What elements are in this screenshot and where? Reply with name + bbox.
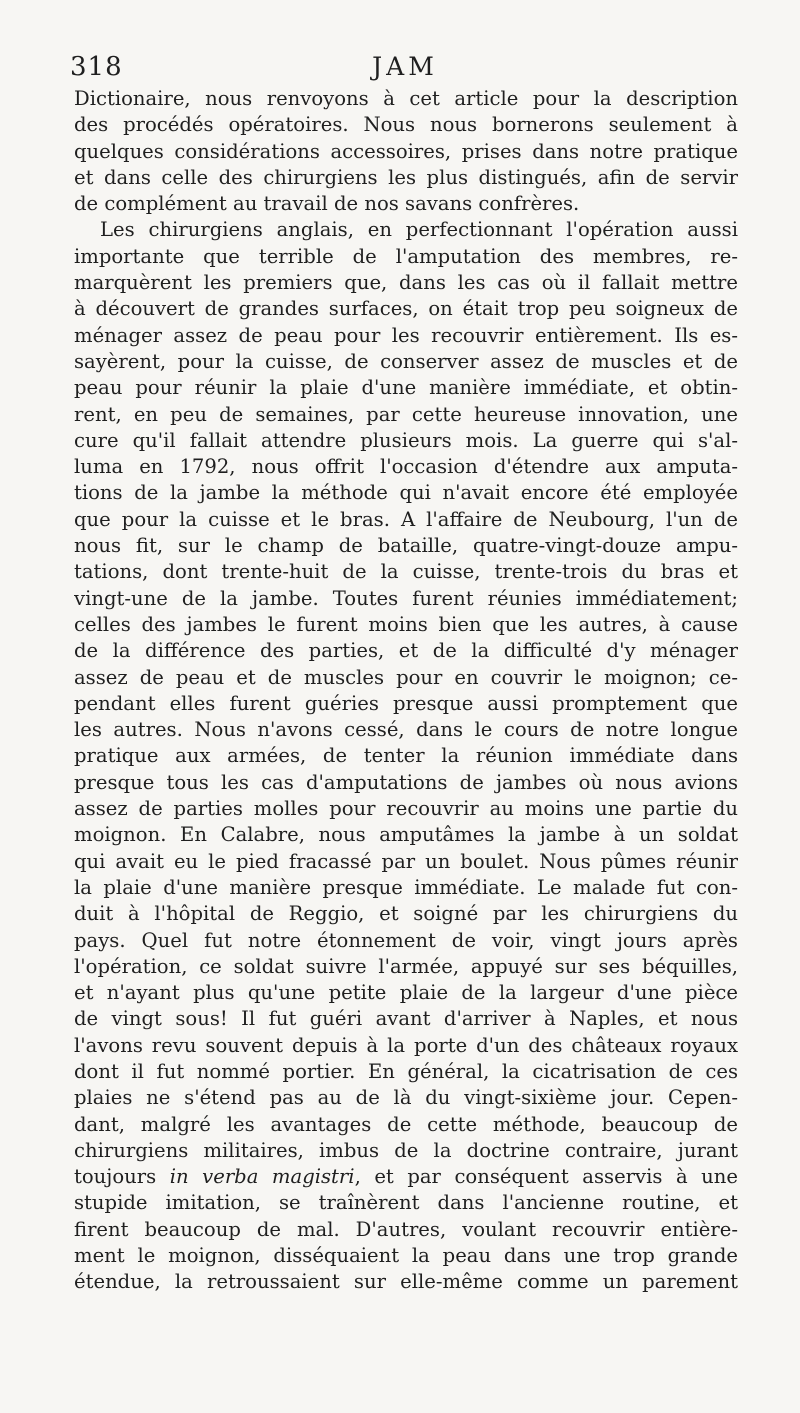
text-line: Dictionaire, nous renvoyons à cet article pour la description xyxy=(74,87,738,110)
text-line: nous fit, sur le champ de bataille, quatre-vingt-douze ampu- xyxy=(74,534,738,558)
text-line: dant, malgré les avantages de cette méthode, beaucoup de xyxy=(74,1112,738,1136)
text-line: pendant elles furent guéries presque aussi promptement que xyxy=(74,691,738,715)
text-line: firent beaucoup de mal. D'autres, voulant recouvrir entière- xyxy=(74,1217,738,1241)
italic-phrase: in verba magistri xyxy=(169,1165,355,1189)
text-line: pratique aux armées, de tenter la réunion immédiate dans xyxy=(74,744,738,768)
text-line: peau pour réunir la plaie d'une manière immédiate, et obtin- xyxy=(74,376,738,400)
body-text xyxy=(74,86,738,1296)
text-line: étendue, la retroussaient sur elle-même comme un parement xyxy=(74,1270,738,1294)
text-line: de vingt sous! Il fut guéri avant d'arriver à Naples, et nous xyxy=(74,1007,738,1031)
text-line-with-italic xyxy=(74,1164,738,1190)
text-line: ment le moignon, disséquaient la peau dans une trop grande xyxy=(74,1244,738,1268)
text-line: tations, dont trente-huit de la cuisse, trente-trois du bras et xyxy=(74,560,738,584)
text-line: des procédés opératoires. Nous nous bornerons seulement à xyxy=(74,113,738,137)
text-line: pays. Quel fut notre étonnement de voir, vingt jours après xyxy=(74,928,738,952)
text-line: de complément au travail de nos savans confrères. xyxy=(74,192,580,216)
text-line: et dans celle des chirurgiens les plus distingués, afin de servir xyxy=(74,165,738,189)
text-line: à découvert de grandes surfaces, on était trop peu soigneux de xyxy=(74,297,738,321)
text-line: les autres. Nous n'avons cessé, dans le cours de notre longue xyxy=(74,718,738,742)
text-line: presque tous les cas d'amputations de jambes où nous avions xyxy=(74,770,738,794)
text-line: vingt-une de la jambe. Toutes furent réunies immédiatement; xyxy=(74,586,738,610)
text-line: assez de peau et de muscles pour en couvrir le moignon; ce- xyxy=(74,665,738,689)
text-line: duit à l'hôpital de Reggio, et soigné par les chirurgiens du xyxy=(74,902,738,926)
text-segment: toujours xyxy=(74,1165,170,1189)
text-line: quelques considérations accessoires, prises dans notre pratique xyxy=(74,139,738,163)
text-segment: , et par conséquent asservis à une xyxy=(354,1165,738,1189)
text-line: chirurgiens militaires, imbus de la doctrine contraire, jurant xyxy=(74,1138,738,1162)
running-head: JAM xyxy=(372,52,438,81)
text-line: dont il fut nommé portier. En général, la cicatrisation de ces xyxy=(74,1059,738,1083)
text-line: sayèrent, pour la cuisse, de conserver assez de muscles et de xyxy=(74,349,738,373)
text-line: tions de la jambe la méthode qui n'avait encore été employée xyxy=(74,481,738,505)
text-line: assez de parties molles pour recouvrir au moins une partie du xyxy=(74,797,738,821)
text-line: importante que terrible de l'amputation des membres, re- xyxy=(74,244,738,268)
text-line: celles des jambes le furent moins bien que les autres, à cause xyxy=(74,612,738,636)
text-line: plaies ne s'étend pas au de là du vingt-sixième jour. Cepen- xyxy=(74,1086,738,1110)
text-line: l'avons revu souvent depuis à la porte d'un des châteaux royaux xyxy=(74,1033,738,1057)
text-line: Les chirurgiens anglais, en perfectionnant l'opération aussi xyxy=(100,218,738,242)
text-line: de la différence des parties, et de la difficulté d'y ménager xyxy=(74,639,738,663)
text-line: l'opération, ce soldat suivre l'armée, appuyé sur ses béquilles, xyxy=(74,954,738,978)
text-line: que pour la cuisse et le bras. A l'affaire de Neubourg, l'un de xyxy=(74,507,738,531)
text-line: qui avait eu le pied fracassé par un boulet. Nous pûmes réunir xyxy=(74,849,738,873)
text-line: luma en 1792, nous offrit l'occasion d'étendre aux amputa- xyxy=(74,455,738,479)
page-number: 318 xyxy=(70,52,123,82)
text-line: la plaie d'une manière presque immédiate. Le malade fut con- xyxy=(74,875,738,899)
text-line: moignon. En Calabre, nous amputâmes la jambe à un soldat xyxy=(74,823,738,847)
text-line: ménager assez de peau pour les recouvrir entièrement. Ils es- xyxy=(74,323,738,347)
text-line: cure qu'il fallait attendre plusieurs mois. La guerre qui s'al- xyxy=(74,428,738,452)
text-line: et n'ayant plus qu'une petite plaie de la largeur d'une pièce xyxy=(74,981,738,1005)
text-line: rent, en peu de semaines, par cette heureuse innovation, une xyxy=(74,402,738,426)
text-line: marquèrent les premiers que, dans les cas où il fallait mettre xyxy=(74,271,738,295)
text-line: stupide imitation, se traînèrent dans l'ancienne routine, et xyxy=(74,1191,738,1215)
